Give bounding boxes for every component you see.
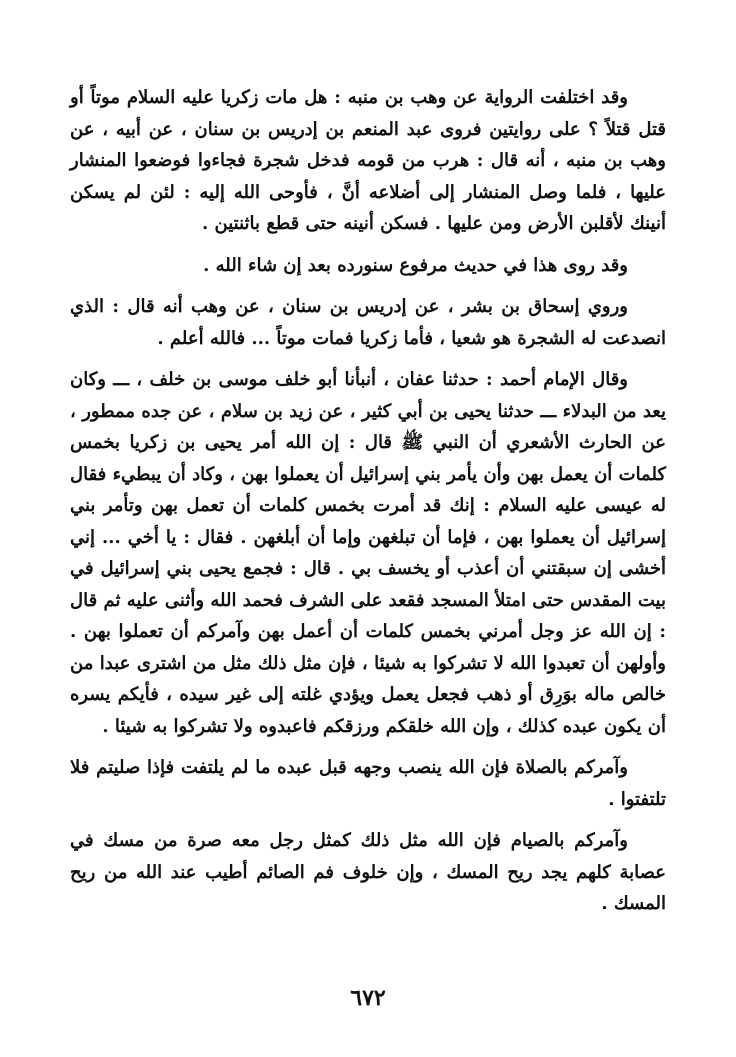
page-text (70, 82, 666, 920)
paragraph: وآمركم بالصيام فإن الله مثل ذلك كمثل رجل معه صرة من مسك في عصابة كلهم يجد ريح المسك ، وإن خلوف فم الصائم أطيب عند الله من ريح المسك . (70, 830, 666, 914)
paragraph: وقد روى هذا في حديث مرفوع سنورده بعد إن شاء الله . (203, 254, 628, 276)
page-number: ٦٧٢ (350, 985, 386, 1011)
paragraph: وآمركم بالصلاة فإن الله ينصب وجهه قبل عبده ما لم يلتفت فإذا صليتم فلا تلتفتوا . (70, 757, 666, 810)
paragraph: وقد اختلفت الرواية عن وهب بن منبه : هل مات زكريا عليه السلام موتاً أو قتل قتلاً ؟ على روايتين فروى عبد المنعم بن إدريس بن سنان ، عن أبيه ، عن وهب بن منبه ، أنه قال : هرب من قومه فدخل شجرة فجاءوا فوضعوا المنشار عليها ، فلما وصل المنشار إلى أضلاعه أنَّ ، فأوحى الله إليه : لئن لم يسكن أنينك لأقلبن الأرض ومن عليها . فسكن أنينه حتى قطع باثنتين . (70, 87, 666, 234)
paragraph: وقال الإمام أحمد : حدثنا عفان ، أنبأنا أبو خلف موسى بن خلف ، ـــ وكان يعد من البدلاء ـــ حدثنا يحيى بن أبي كثير ، عن زيد بن سلام ، عن جده ممطور ، عن الحارث الأشعري أن النبي ﷺ قال : إن الله أمر يحيى بن زكريا بخمس كلمات أن يعمل بهن وأن يأمر بني إسرائيل أن يعملوا بهن ، وكاد أن يبطيء فقال له عيسى عليه السلام : إنك قد أمرت بخمس كلمات أن تعمل بهن وتأمر بني إسرائيل أن يعملوا بهن ، فإما أن تبلغهن وإما أن أبلغهن . فقال : يا أخي ... إني أخشى إن سبقتني أن أعذب أو يخسف بي . قال : فجمع يحيى بني إسرائيل في بيت المقدس حتى امتلأ المسجد فقعد على الشرف فحمد الله وأثنى عليه ثم قال : إن الله عز وجل أمرني بخمس كلمات أن أعمل بهن وآمركم أن تعملوا بهن . وأولهن أن تعبدوا الله لا تشركوا به شيئا ، فإن مثل ذلك مثل من اشترى عبدا من خالص ماله بوَرِق أو ذهب فجعل يعمل ويؤدي غلته إلى غير سيده ، فأيكم يسره أن يكون عبده كذلك ، وإن الله خلقكم ورزقكم فاعبدوه ولا تشركوا به شيئا . (70, 369, 666, 737)
paragraph: وروي إسحاق بن بشر ، عن إدريس بن سنان ، عن وهب أنه قال : الذي انصدعت له الشجرة هو شعيا ، فأما زكريا فمات موتاً ... فالله أعلم . (70, 296, 666, 349)
